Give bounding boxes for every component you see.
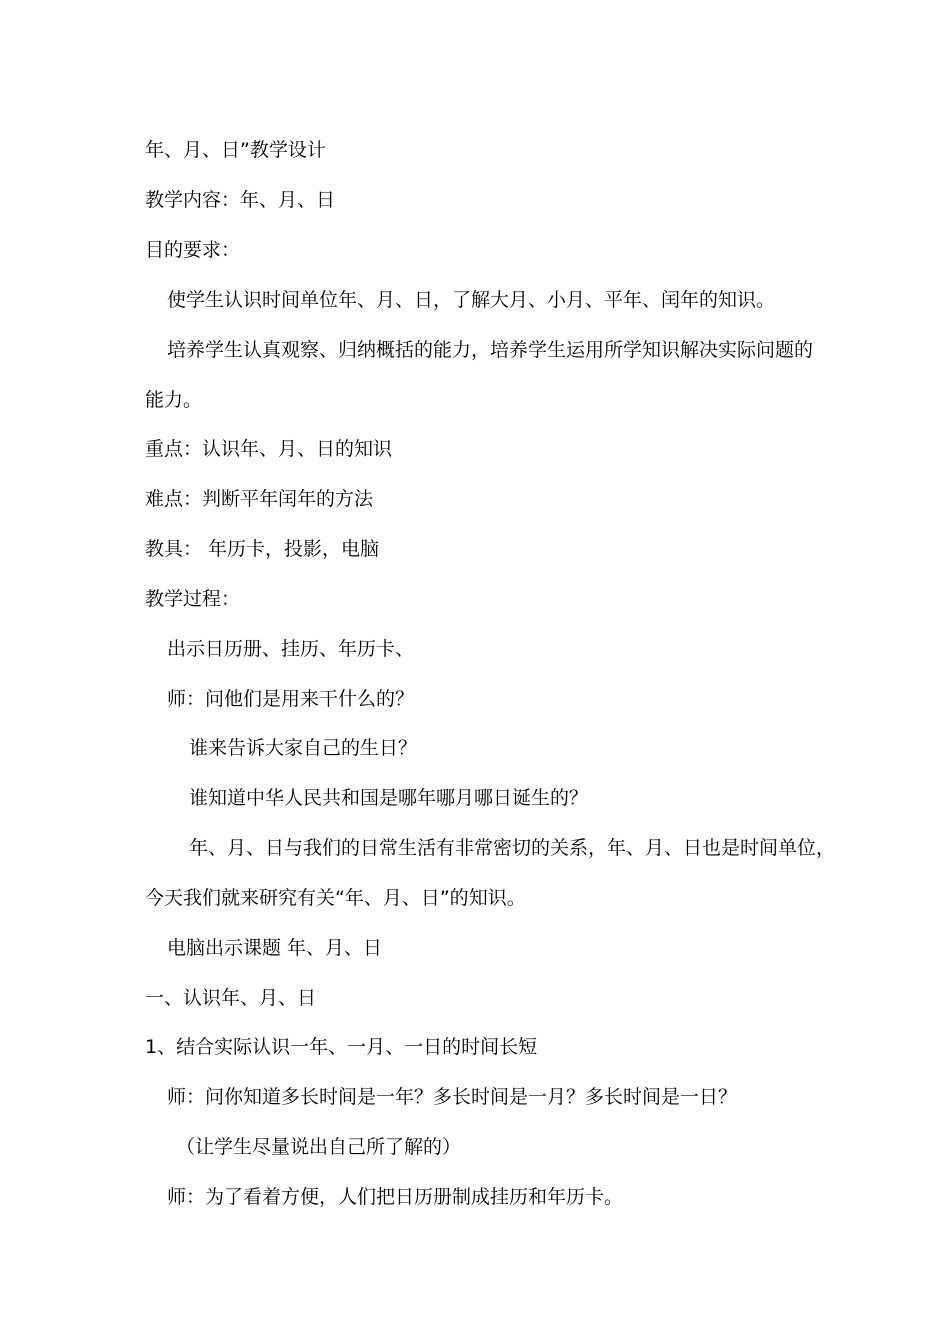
teaching-content: 教学内容：年、月、日 [145,189,336,211]
objective-2-continued: 能力。 [145,389,203,411]
paragraph: 师：问他们是用来干什么的？ [167,688,415,710]
objective-2: 培养学生认真观察、归纳概括的能力，培养学生运用所学知识解决实际问题的 [167,339,814,361]
paragraph: 出示日历册、挂历、年历卡、 [167,638,415,660]
objectives-heading: 目的要求： [145,239,241,261]
paragraph: 师：问你知道多长时间是一年？多长时间是一月？多长时间是一日？ [167,1086,738,1108]
paragraph: 谁知道中华人民共和国是哪年哪月哪日诞生的？ [189,787,589,809]
subsection-heading: 1、结合实际认识一年、一月、一日的时间长短 [145,1036,538,1058]
objective-1: 使学生认识时间单位年、月、日，了解大月、小月、平年、闰年的知识。 [167,289,776,311]
document-title: 年、月、日”教学设计 [145,139,326,161]
paragraph: （让学生尽量说出自己所了解的） [176,1136,462,1158]
process-heading: 教学过程： [145,588,241,610]
paragraph: 师：为了看着方便，人们把日历册制成挂历和年历卡。 [167,1186,624,1208]
key-point: 重点：认识年、月、日的知识 [145,438,393,460]
section-heading: 一、认识年、月、日 [145,987,317,1009]
teaching-aids: 教具： 年历卡，投影，电脑 [145,538,380,560]
paragraph: 电脑出示课题 年、月、日 [167,937,383,959]
paragraph: 谁来告诉大家自己的生日？ [189,737,418,759]
difficult-point: 难点：判断平年闰年的方法 [145,488,374,510]
paragraph: 年、月、日与我们的日常生活有非常密切的关系，年、月、日也是时间单位， [189,837,836,859]
paragraph: 今天我们就来研究有关“年、月、日”的知识。 [145,887,526,909]
